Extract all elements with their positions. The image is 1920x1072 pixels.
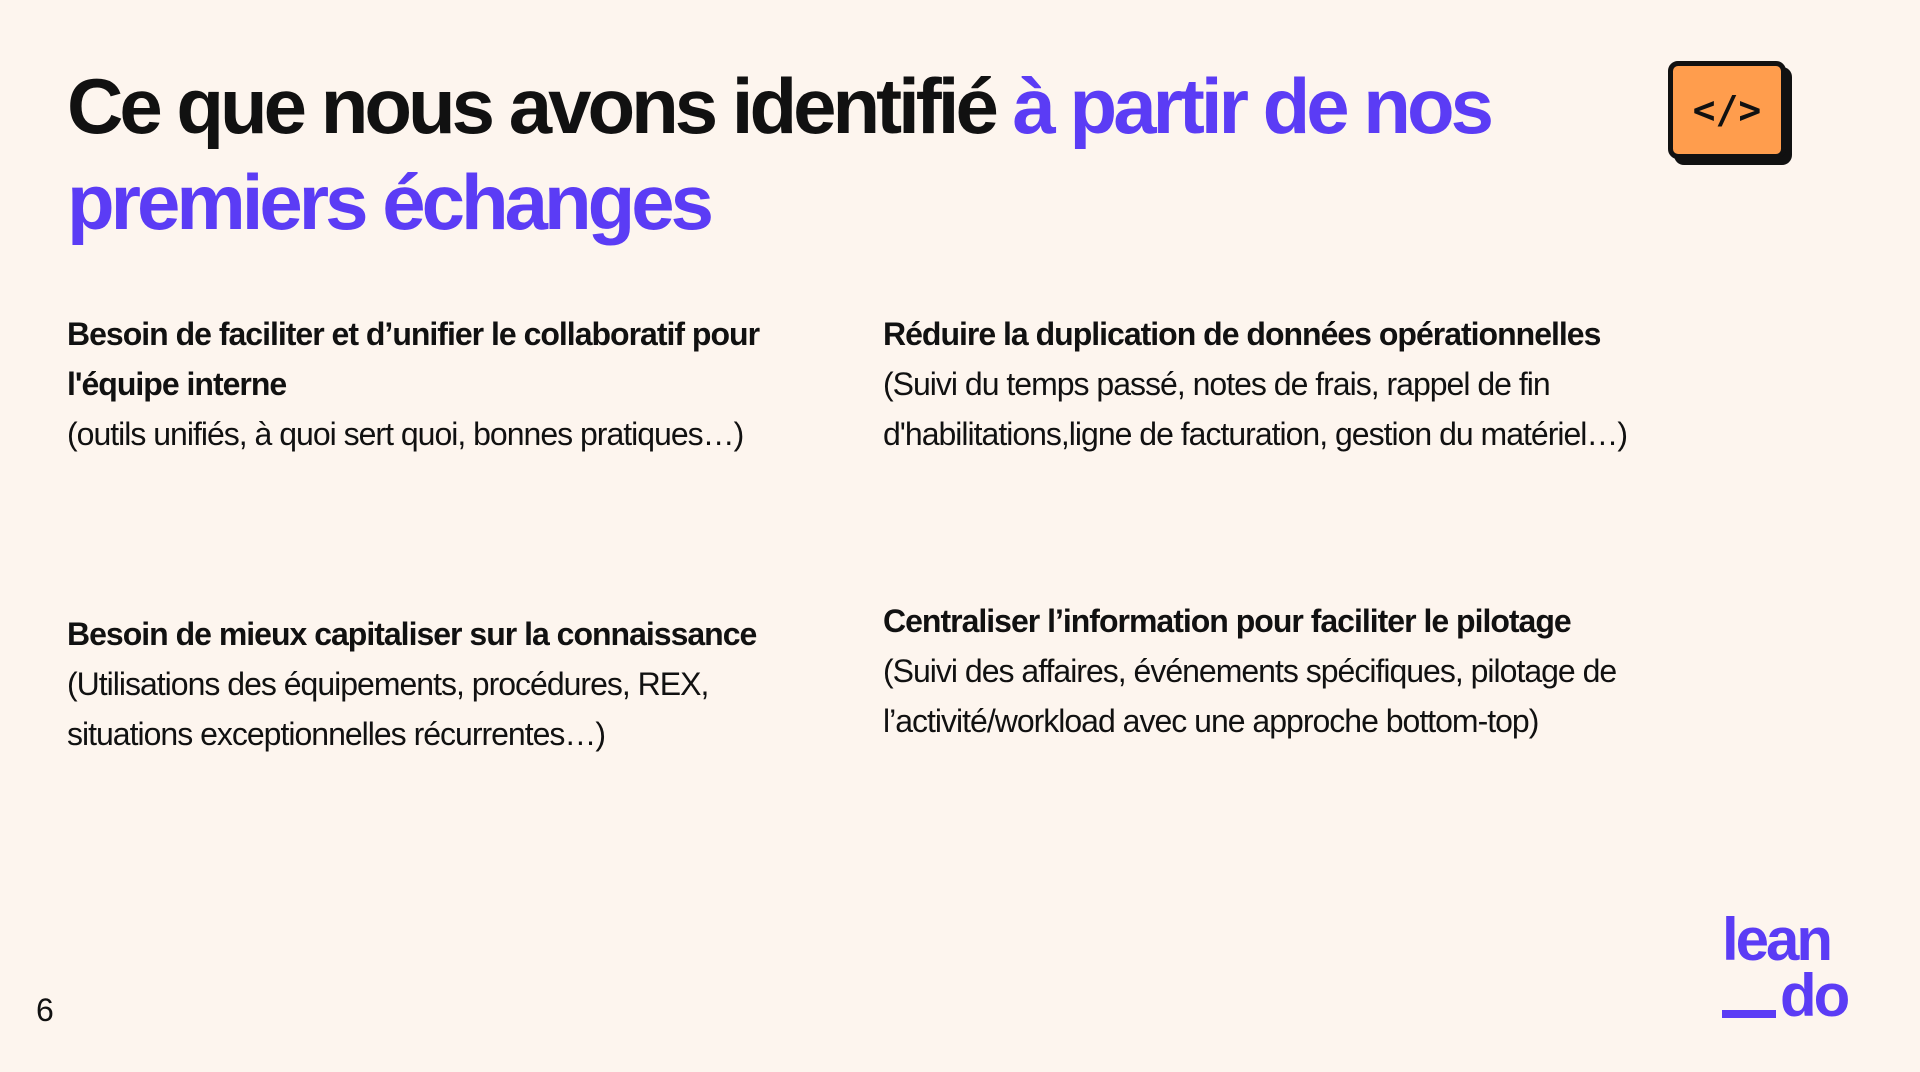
finding-block-3	[67, 609, 827, 759]
finding-2-text: (Suivi du temps passé, notes de frais, rappel de fin d'habilitations,ligne de facturation, gestion du matériel…)	[883, 366, 1628, 452]
logo-line-1: lean	[1722, 906, 1831, 973]
finding-1-heading: Besoin de faciliter et d’unifier le collaboratif pour l'équipe interne	[67, 316, 760, 402]
lean-do-logo	[1722, 906, 1862, 1029]
code-icon-label: </>	[1692, 88, 1762, 132]
title-part-1: Ce que nous avons identifié	[67, 62, 1013, 150]
finding-2-heading: Réduire la duplication de données opérationnelles	[883, 316, 1601, 352]
code-icon	[1668, 61, 1786, 159]
page-number: 6	[36, 992, 54, 1028]
logo-line-2-row	[1722, 962, 1862, 1029]
finding-4-heading: Centraliser l’information pour faciliter le pilotage	[883, 603, 1571, 639]
finding-3-text: (Utilisations des équipements, procédures, REX, situations exceptionnelles récurrentes…)	[67, 666, 709, 752]
finding-4-text: (Suivi des affaires, événements spécifiques, pilotage de l’activité/workload avec une approche bottom-top)	[883, 653, 1617, 739]
finding-block-4	[883, 596, 1643, 746]
finding-block-1	[67, 309, 827, 459]
title-part-2: à partir de nos premiers échanges	[67, 62, 1490, 246]
page-title	[67, 58, 1567, 250]
finding-1-text: (outils unifiés, à quoi sert quoi, bonnes pratiques…)	[67, 416, 744, 452]
finding-block-2	[883, 309, 1663, 459]
finding-3-heading: Besoin de mieux capitaliser sur la connaissance	[67, 616, 757, 652]
logo-line-2: do	[1780, 962, 1848, 1029]
logo-underscore	[1722, 1010, 1776, 1018]
